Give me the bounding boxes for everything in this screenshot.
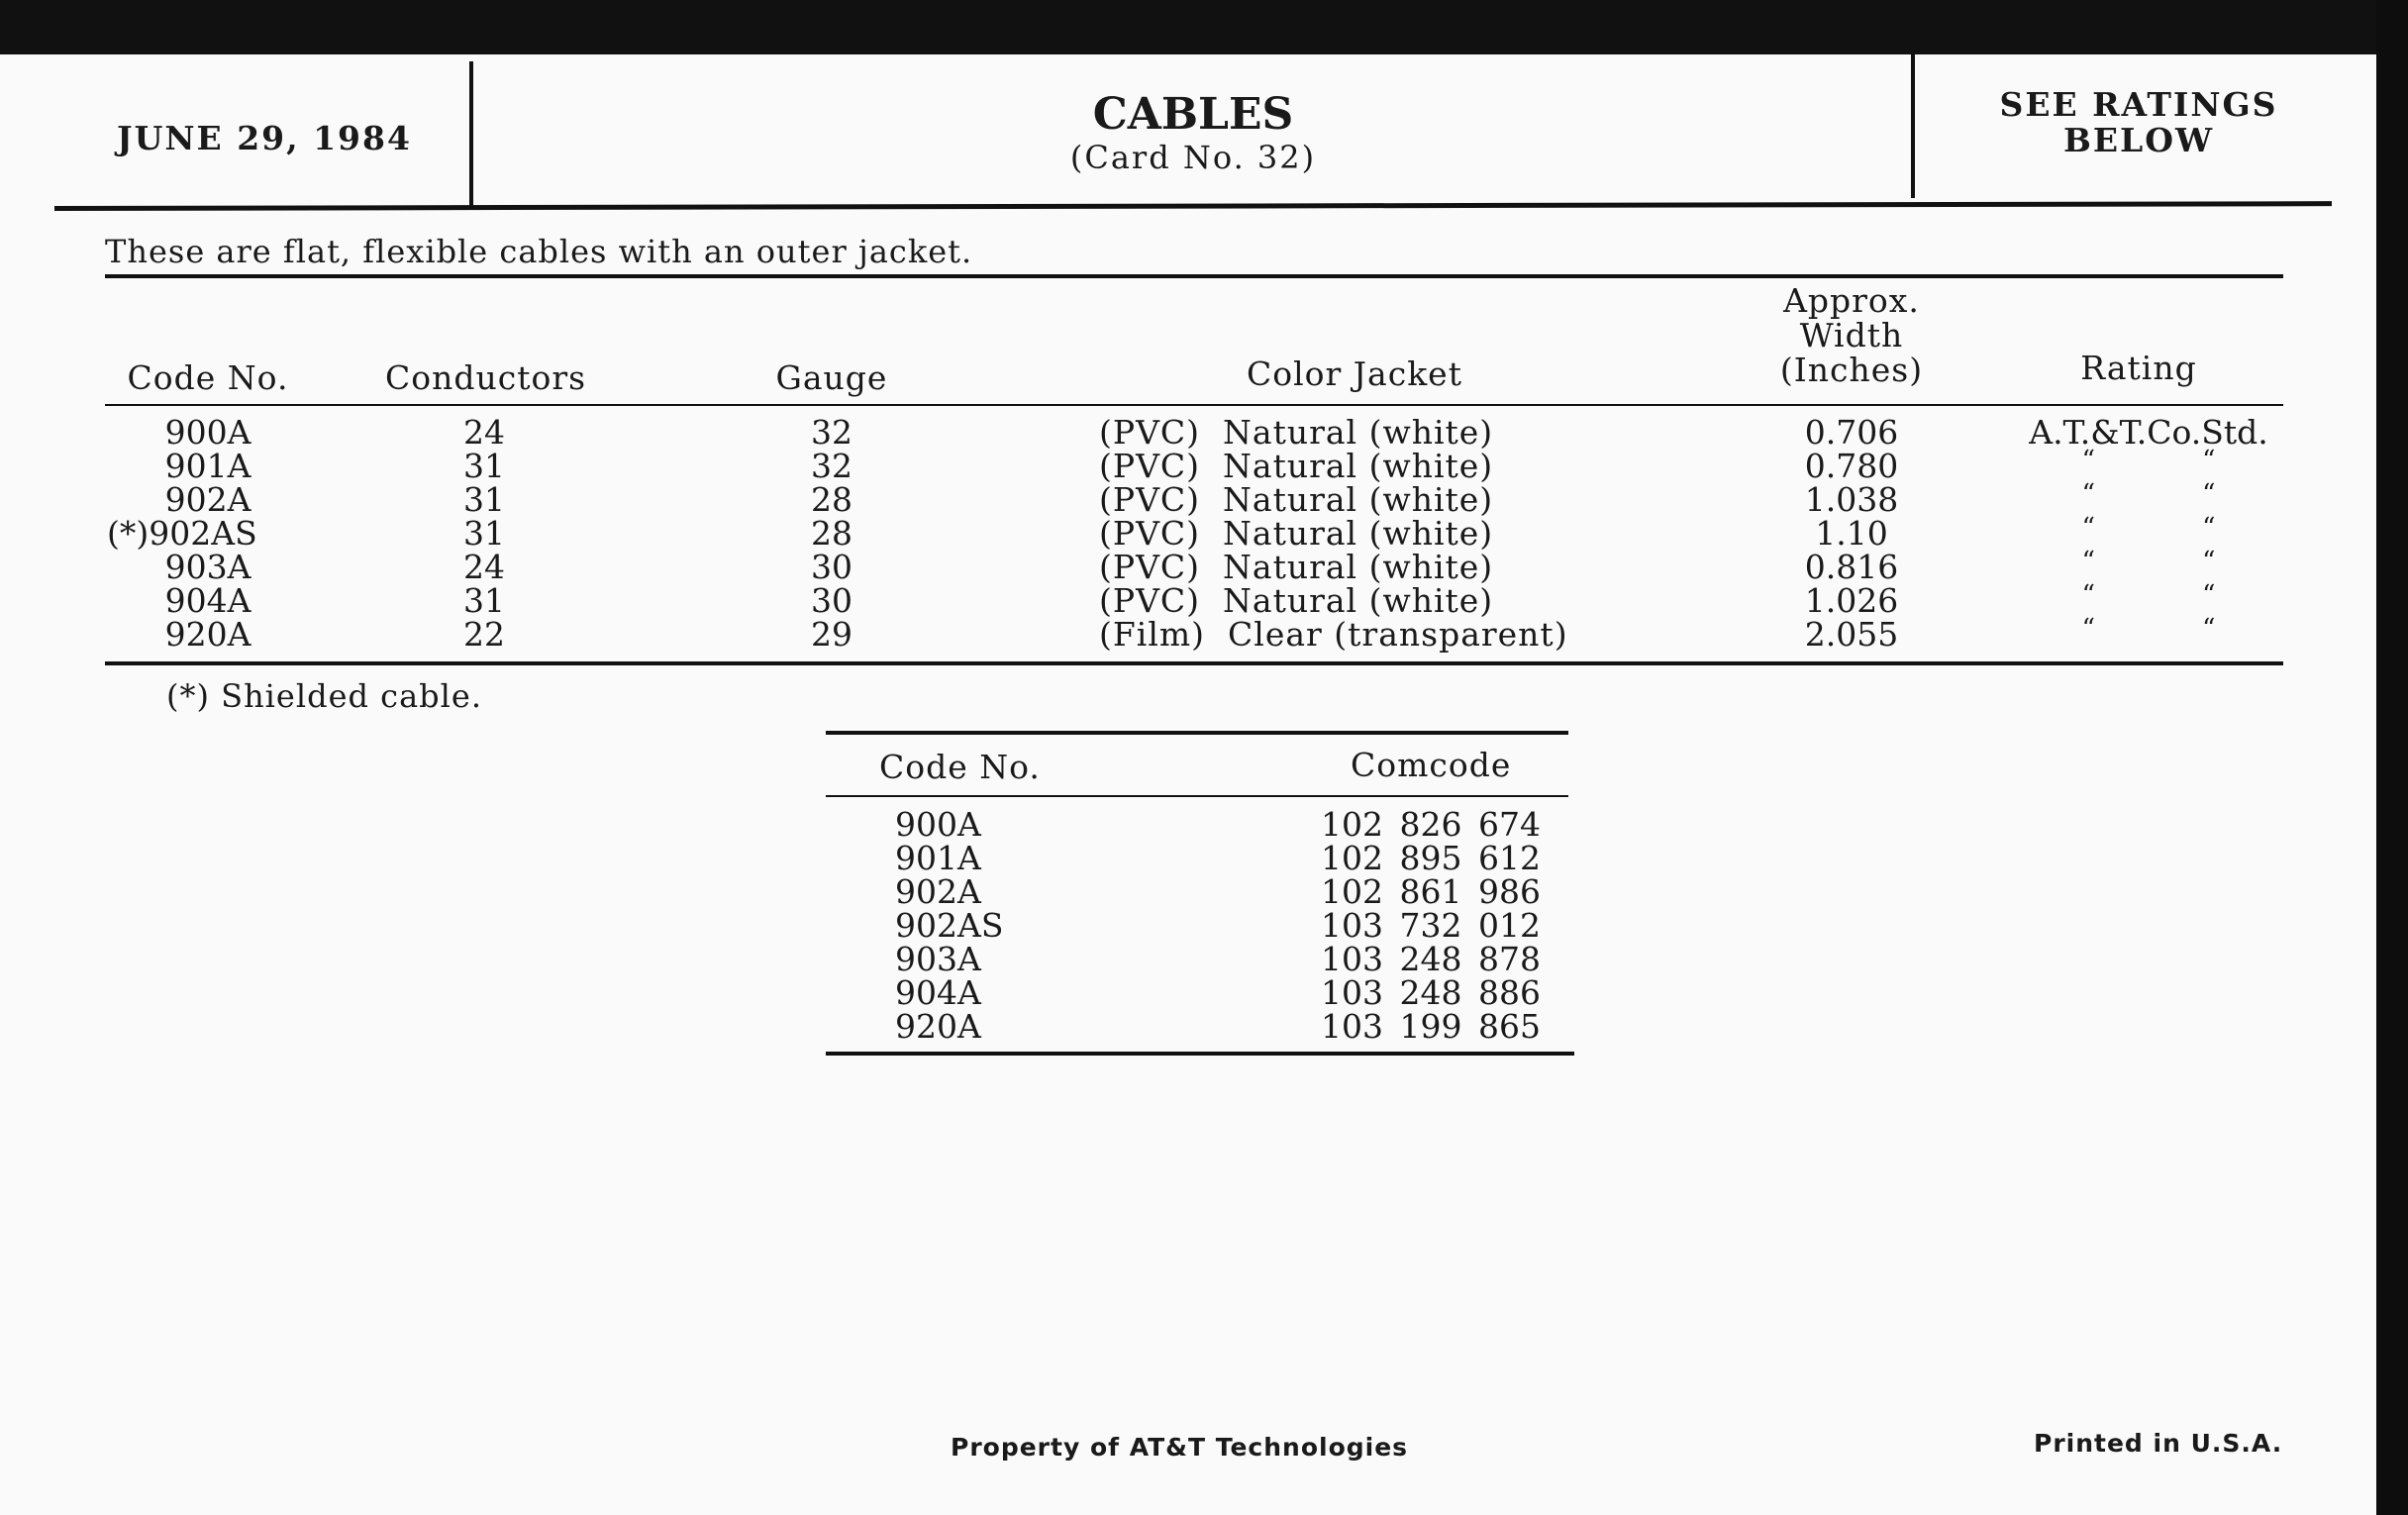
code-cell: 904A: [164, 581, 251, 620]
width-cell: 2.055: [1804, 615, 1899, 654]
code-cell: (*)902AS: [107, 514, 257, 553]
rating-cell: “ “: [2081, 580, 2216, 610]
comcode-code-cell: 904A: [895, 973, 981, 1012]
conductors-cell: 31: [463, 514, 505, 553]
column-header-conductors: Conductors: [385, 358, 587, 397]
comcode-value-cell: 102 895 612: [1321, 839, 1541, 877]
comcode-value-cell: 102 861 986: [1321, 872, 1541, 911]
comcode-code-cell: 900A: [895, 805, 981, 844]
comcode-code-cell: 901A: [895, 839, 981, 877]
width-cell: 0.816: [1804, 548, 1899, 586]
comcode-header-comcode: Comcode: [1351, 746, 1512, 784]
width-cell: 1.026: [1804, 581, 1899, 620]
width-cell: 1.038: [1804, 480, 1899, 519]
comcode-code-cell: 902A: [895, 872, 981, 911]
rating-cell: “ “: [2081, 513, 2216, 543]
conductors-cell: 24: [463, 413, 505, 452]
column-header-width: [1753, 283, 1951, 387]
code-cell: 901A: [164, 447, 251, 485]
column-header-rating: Rating: [2080, 349, 2197, 387]
scan-border: [2376, 0, 2408, 1515]
footnote: (*) Shielded cable.: [166, 677, 482, 715]
code-cell: 903A: [164, 548, 251, 586]
jacket-cell: (PVC) Natural (white): [1099, 413, 1494, 452]
conductors-cell: 31: [463, 480, 505, 519]
comcode-code-cell: 920A: [895, 1007, 981, 1046]
rating-cell: A.T.&T.Co.Std.: [2029, 413, 2268, 452]
comcode-value-cell: 103 248 878: [1321, 940, 1541, 978]
comcode-value-cell: 103 199 865: [1321, 1007, 1541, 1046]
gauge-cell: 28: [811, 480, 853, 519]
width-cell: 1.10: [1815, 514, 1888, 553]
jacket-cell: (Film) Clear (transparent): [1099, 615, 1568, 654]
comcode-value-cell: 103 248 886: [1321, 973, 1541, 1012]
jacket-cell: (PVC) Natural (white): [1099, 581, 1494, 620]
rating-cell: “ “: [2081, 547, 2216, 576]
comcode-code-cell: 903A: [895, 940, 981, 978]
rating-cell: “ “: [2081, 614, 2216, 644]
gauge-cell: 30: [811, 581, 853, 620]
ratings-note: [1916, 87, 2361, 158]
column-header-code: Code No.: [127, 358, 289, 397]
rating-cell: “ “: [2081, 479, 2216, 509]
gauge-cell: 30: [811, 548, 853, 586]
jacket-cell: (PVC) Natural (white): [1099, 480, 1494, 519]
jacket-cell: (PVC) Natural (white): [1099, 447, 1494, 485]
header-divider: [1911, 51, 1915, 198]
conductors-cell: 31: [463, 447, 505, 485]
gauge-cell: 28: [811, 514, 853, 553]
footer-printed: Printed in U.S.A.: [2034, 1429, 2283, 1458]
column-header-jacket: Color Jacket: [1247, 354, 1462, 393]
table-bottom-rule: [105, 661, 2283, 665]
code-cell: 900A: [164, 413, 251, 452]
jacket-cell: (PVC) Natural (white): [1099, 514, 1494, 553]
column-header-width-line: Approx.: [1783, 281, 1920, 320]
table-header-rule: [105, 404, 2283, 406]
rating-cell: “ “: [2081, 446, 2216, 475]
document-title: CABLES: [1092, 89, 1294, 140]
column-header-gauge: Gauge: [775, 358, 888, 397]
header-divider: [469, 61, 473, 210]
footer-property: Property of AT&T Technologies: [951, 1433, 1409, 1462]
comcode-bottom-rule: [826, 1052, 1574, 1056]
ratings-note-line: SEE RATINGS: [1999, 85, 2278, 124]
comcode-code-cell: 902AS: [895, 906, 1004, 945]
comcode-header-rule: [826, 795, 1568, 797]
intro-text: These are flat, flexible cables with an outer jacket.: [105, 233, 973, 270]
conductors-cell: 24: [463, 548, 505, 586]
document-date: JUNE 29, 1984: [117, 119, 412, 157]
ratings-note-line: BELOW: [2062, 121, 2215, 159]
column-header-width-line: Width: [1799, 316, 1904, 354]
comcode-top-rule: [826, 731, 1568, 735]
conductors-cell: 31: [463, 581, 505, 620]
code-cell: 920A: [164, 615, 251, 654]
gauge-cell: 32: [811, 413, 853, 452]
comcode-value-cell: 103 732 012: [1321, 906, 1541, 945]
conductors-cell: 22: [463, 615, 505, 654]
comcode-value-cell: 102 826 674: [1321, 805, 1541, 844]
gauge-cell: 29: [811, 615, 853, 654]
comcode-header-code: Code No.: [879, 748, 1041, 786]
card-number: (Card No. 32): [1069, 139, 1317, 176]
width-cell: 0.706: [1804, 413, 1899, 452]
jacket-cell: (PVC) Natural (white): [1099, 548, 1494, 586]
intro-rule: [105, 274, 2283, 278]
column-header-width-line: (Inches): [1779, 351, 1924, 389]
code-cell: 902A: [164, 480, 251, 519]
gauge-cell: 32: [811, 447, 853, 485]
width-cell: 0.780: [1804, 447, 1899, 485]
table-row: [0, 614, 2376, 654]
